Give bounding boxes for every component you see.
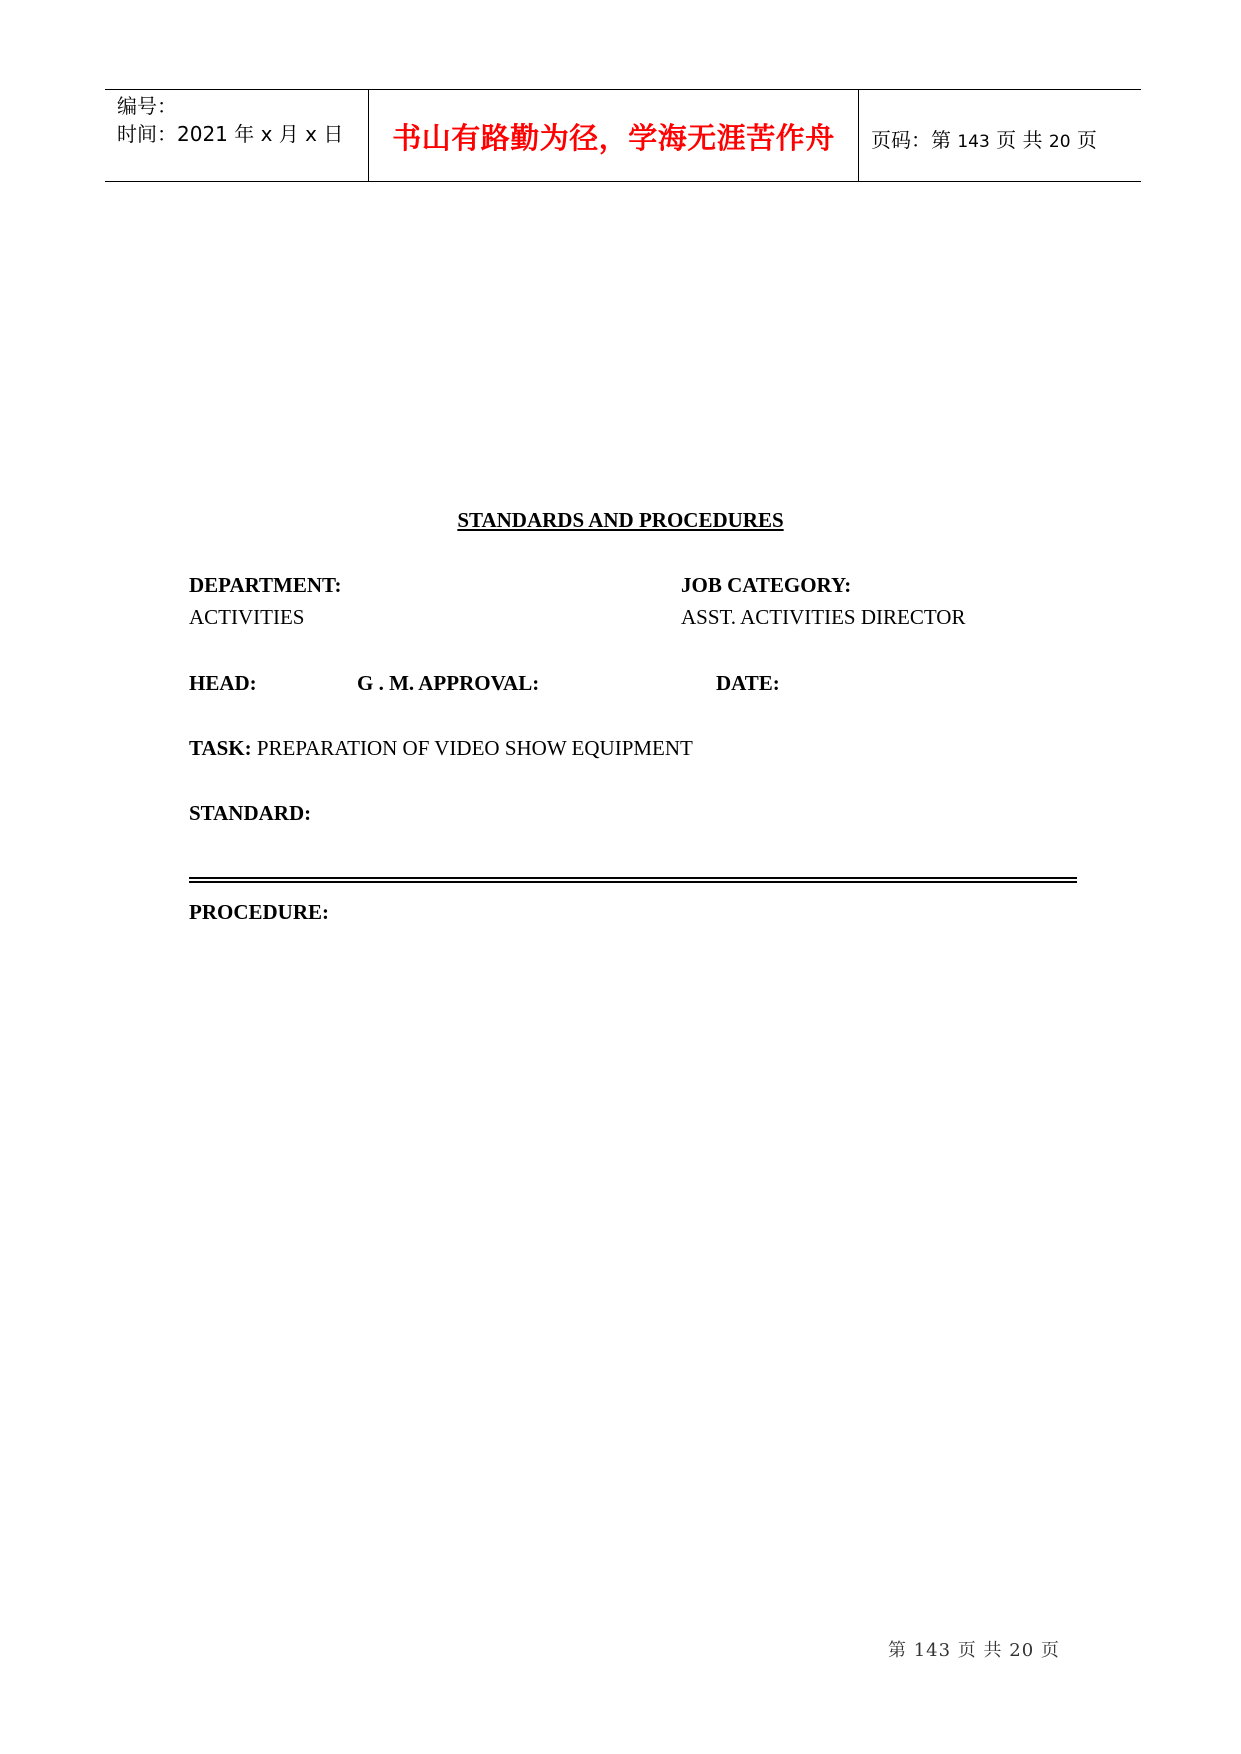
page-prefix: 页码：第 bbox=[871, 128, 958, 152]
header-table bbox=[105, 89, 1141, 182]
task-value: PREPARATION OF VIDEO SHOW EQUIPMENT bbox=[251, 736, 693, 760]
header-page-cell bbox=[859, 90, 1141, 181]
department-value: ACTIVITIES bbox=[189, 605, 305, 629]
page-total: 20 bbox=[1048, 132, 1071, 152]
document-title: STANDARDS AND PROCEDURES bbox=[457, 508, 784, 532]
page-suffix: 页 bbox=[1070, 128, 1097, 152]
department-label: DEPARTMENT: bbox=[189, 573, 342, 597]
page-mid: 页 共 bbox=[989, 128, 1049, 152]
date-label: DATE: bbox=[716, 671, 780, 695]
job-category-value: ASST. ACTIVITIES DIRECTOR bbox=[681, 605, 966, 629]
header-meta-cell bbox=[105, 90, 369, 181]
gm-approval-label: G . M. APPROVAL: bbox=[357, 671, 540, 695]
task-line bbox=[189, 736, 693, 761]
document-number-label: 编号： bbox=[117, 94, 177, 118]
document-date-label: 时间：2021 年 x 月 x 日 bbox=[117, 122, 344, 146]
double-divider bbox=[189, 877, 1077, 883]
page-footer: 第 143 页 共 20 页 bbox=[888, 1640, 1060, 1661]
procedure-label: PROCEDURE: bbox=[189, 900, 329, 924]
motto-text: 书山有路勤为径，学海无涯苦作舟 bbox=[392, 121, 835, 155]
header-motto-cell bbox=[369, 90, 859, 181]
task-label: TASK: bbox=[189, 736, 252, 760]
header-page-info bbox=[871, 124, 1097, 153]
job-category-label: JOB CATEGORY: bbox=[681, 573, 852, 597]
page-current: 143 bbox=[957, 132, 990, 152]
standard-label: STANDARD: bbox=[189, 801, 312, 825]
head-label: HEAD: bbox=[189, 671, 257, 695]
